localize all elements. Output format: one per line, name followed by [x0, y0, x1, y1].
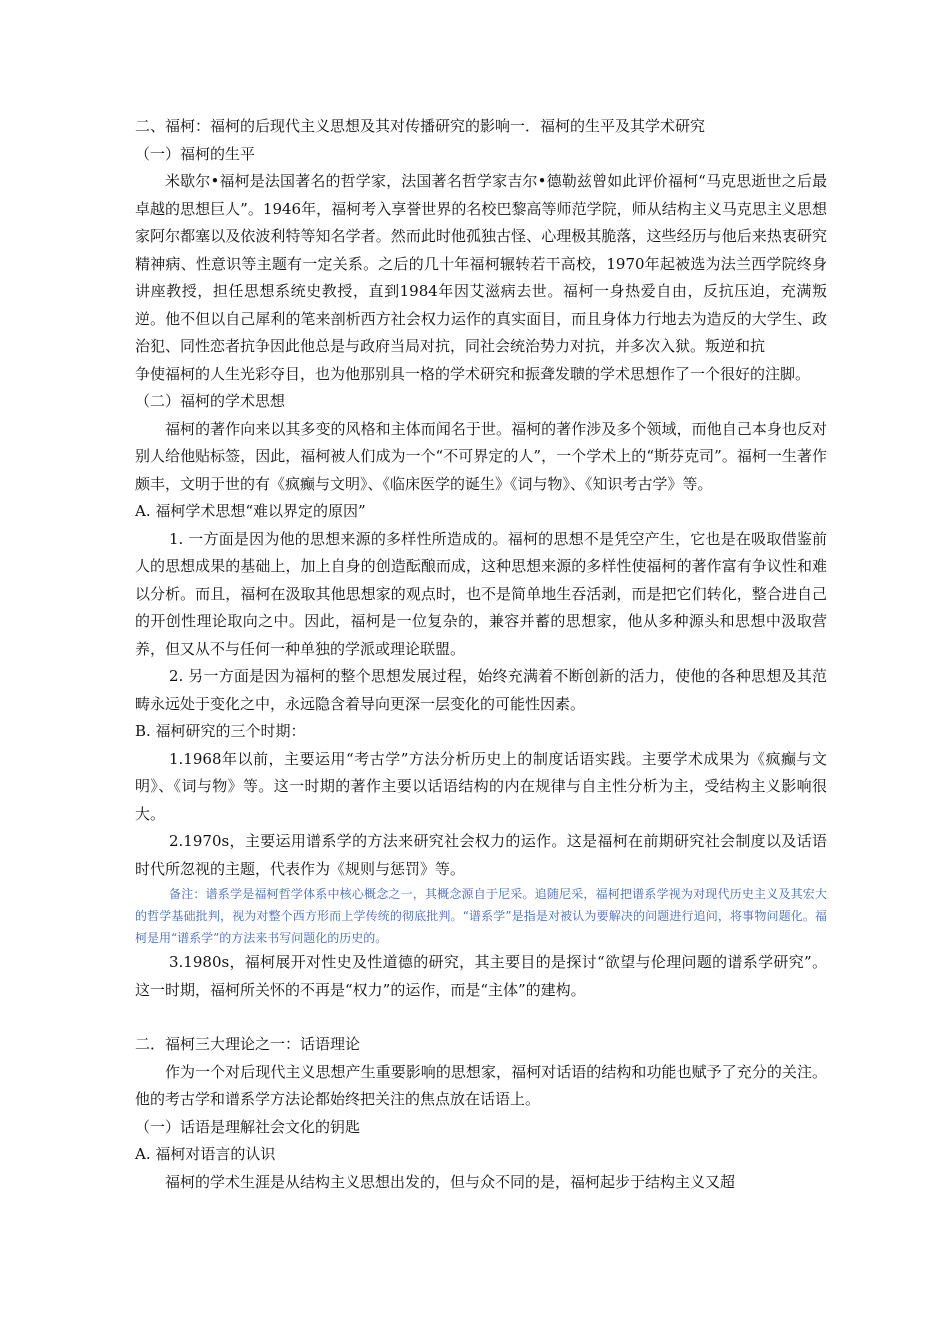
note-genealogy: 备注：谱系学是福柯哲学体系中核心概念之一，其概念源自于尼采。追随尼采，福柯把谱系学视为对现代历史主义及其宏大的哲学基础批判，视为对整个西方形而上学传统的彻底批判。“谱系学”是指是对被认为要解决的问题进行追问，将事物问题化。福柯是用“谱系学”的方法来书写问题化的历史的。 [135, 887, 827, 945]
section-heading-thought: （二）福柯的学术思想 [135, 392, 286, 410]
paragraph-life-2: 争使福柯的人生光彩夺目，也为他那别具一格的学术研究和振聋发聩的学术思想作了一个很好的注脚。 [135, 364, 811, 383]
subheading-key: （一）话语是理解社会文化的钥匙 [135, 1117, 361, 1136]
paragraph-thought-1: 福柯的著作向来以其多变的风格和主体而闻名于世。福柯的著作涉及多个领域，而他自己本身也反对别人给他贴标签，因此，福柯被人们成为一个“不可界定的人”，一个学术上的“斯芬克司”。福柯一生著作颇丰，文明于世的有《疯癫与文明》、《临床医学的诞生》《词与物》、《知识考古学》等。 [135, 419, 827, 493]
subheading-language: A. 福柯对语言的认识 [135, 1145, 276, 1163]
subheading-b: B. 福柯研究的三个时期： [135, 722, 306, 740]
paragraph-discourse-1: 作为一个对后现代主义思想产生重要影响的思想家，福柯对话语的结构和功能也赋予了充分的关注。他的考古学和谱系学方法论都始终把关注的焦点放在话语上。 [135, 1062, 827, 1108]
list-item-b2: 2.1970s，主要运用谱系学的方法来研究社会权力的运作。这是福柯在前期研究社会制度以及话语时代所忽视的主题，代表作为《规则与惩罚》等。 [135, 832, 827, 878]
list-item-b1: 1.1968年以前，主要运用“考古学”方法分析历史上的制度话语实践。主要学术成果为《疯癫与文明》、《词与物》等。这一时期的著作主要以话语结构的内在规律与自主性分析为主，受结构主义影响很大。 [135, 749, 827, 823]
paragraph-discourse-2: 福柯的学术生涯是从结构主义思想出发的，但与众不同的是，福柯起步于结构主义又超 [165, 1172, 736, 1191]
paragraph-life-1: 米歇尔•福柯是法国著名的哲学家，法国著名哲学家吉尔•德勒兹曾如此评价福柯“马克思逝世之后最卓越的思想巨人”。1946年，福柯考入享誉世界的名校巴黎高等师范学院，师从结构主义马克思主义思想家阿尔都塞以及依波利特等知名学者。然而此时他孤独古怪、心理极其脆落，这些经历与他后来热衷研究精神病、性意识等主题有一定关系。之后的几十年福柯辗转若干高校，1970年起被选为法兰西学院终身讲座教授，担任思想系统史教授，直到1984年因艾滋病去世。福柯一身热爱自由，反抗压迫，充满叛逆。他不但以自己犀利的笔来剖析西方社会权力运作的真实面目，而且身体力行地去为造反的大学生、政治犯、同性恋者抗争因此他总是与政府当局对抗，同社会统治势力对抗，并多次入狱。叛逆和抗 [135, 172, 827, 355]
list-item-a2: 2. 另一方面是因为福柯的整个思想发展过程，始终充满着不断创新的活力，使他的各种思想及其范畴永远处于变化之中，永远隐含着导向更深一层变化的可能性因素。 [135, 667, 827, 713]
subheading-a: A. 福柯学术思想“难以界定的原因” [135, 502, 366, 520]
document-title-line: 二、福柯：福柯的后现代主义思想及其对传播研究的影响一．福柯的生平及其学术研究 [135, 117, 706, 135]
document-page [135, 113, 827, 1196]
section-heading-life: （一）福柯的生平 [135, 144, 256, 163]
section-heading-discourse: 二．福柯三大理论之一：话语理论 [135, 1035, 361, 1053]
list-item-a1: 1. 一方面是因为他的思想来源的多样性所造成的。福柯的思想不是凭空产生，它也是在吸取借鉴前人的思想成果的基础上，加上自身的创造酝酿而成，这种思想来源的多样性使福柯的著作富有争议性和难以分析。而且，福柯在汲取其他思想家的观点时，也不是简单地生吞活剥，而是把它们转化，整合进自己的开创性理论取向之中。因此，福柯是一位复杂的，兼容并蓄的思想家，他从多种源头和思想中汲取营养，但又从不与任何一种单独的学派或理论联盟。 [135, 529, 827, 658]
list-item-b3: 3.1980s，福柯展开对性史及性道德的研究，其主要目的是探讨“欲望与伦理问题的谱系学研究”。这一时期，福柯所关怀的不再是“权力”的运作，而是“主体”的建构。 [135, 953, 827, 999]
spacer [135, 1004, 827, 1031]
